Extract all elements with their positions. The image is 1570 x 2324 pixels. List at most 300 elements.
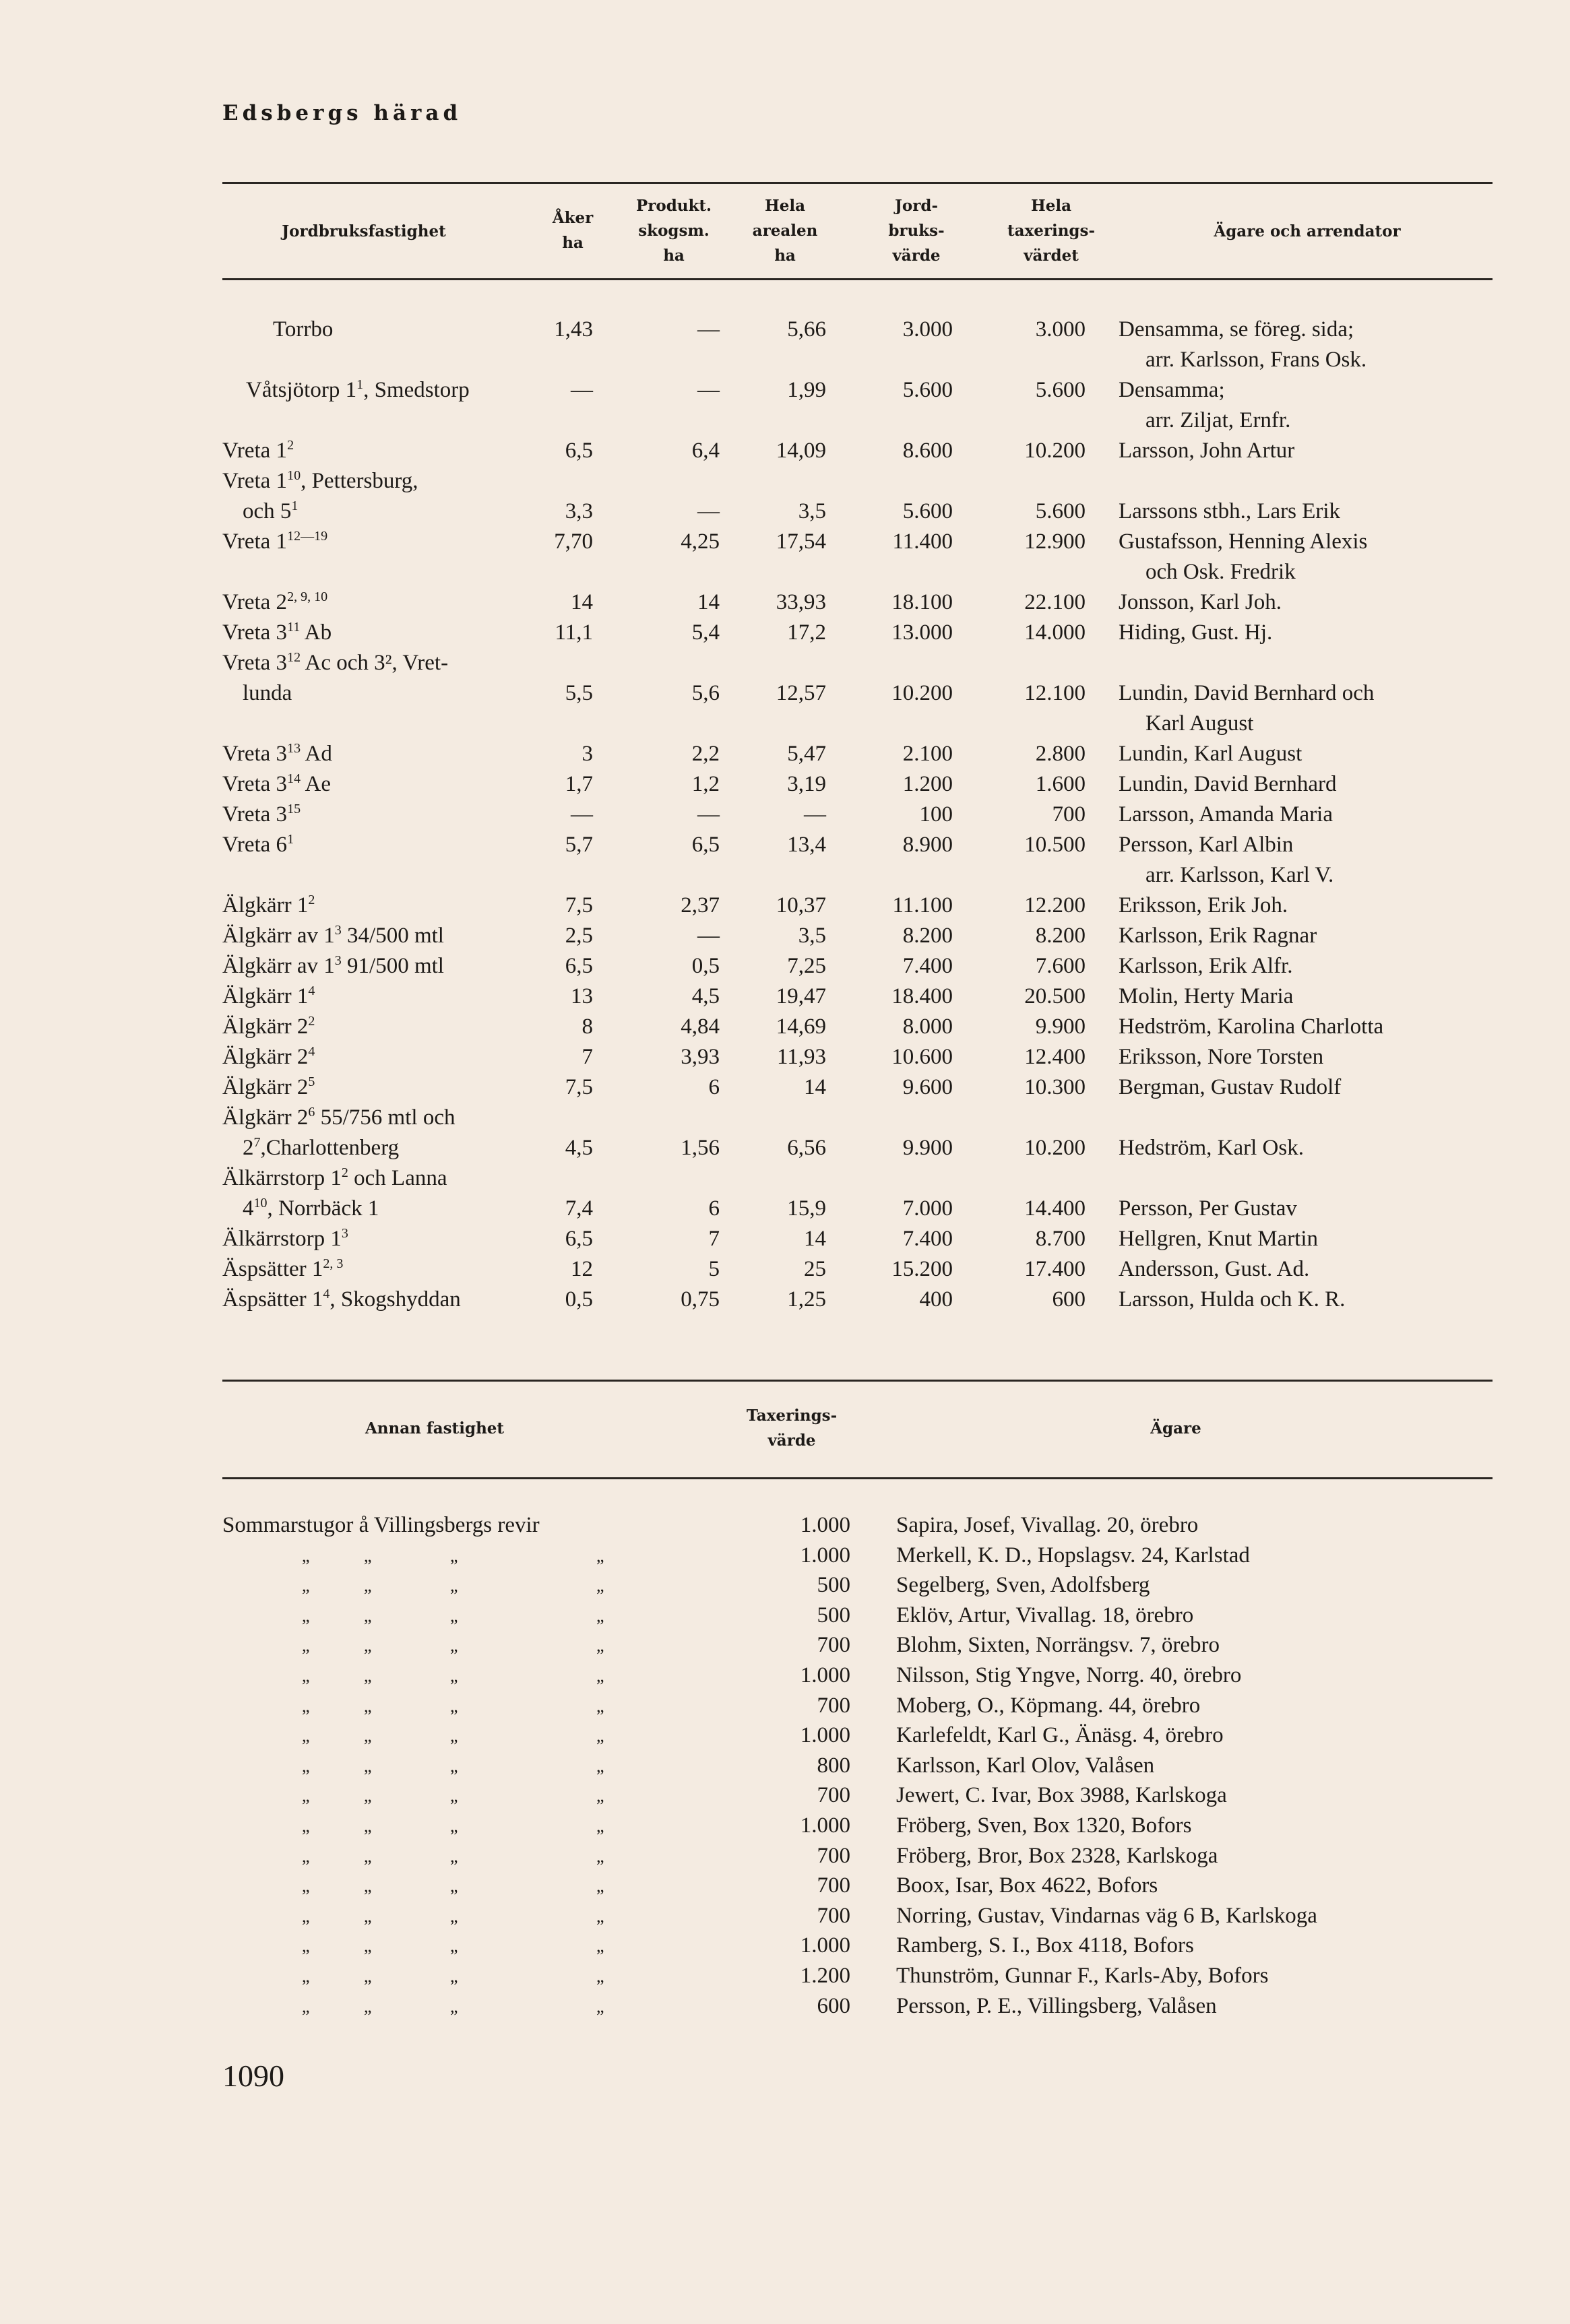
column-header-owner: Ägare och arrendator: [1214, 222, 1401, 240]
ditto-mark: „: [364, 1576, 372, 1596]
cell-areal: 3,5: [798, 924, 826, 948]
table-row: [0, 1811, 1570, 1841]
ditto-mark: „: [364, 1846, 372, 1866]
cell-skog: 1,56: [681, 1136, 720, 1160]
ditto-mark: „: [364, 1726, 372, 1746]
parcel-number: 4: [323, 1287, 330, 1301]
ditto-mark: „: [302, 1576, 310, 1596]
property-name: Älgkärr $1^2$: [222, 893, 315, 917]
ditto-mark: „: [450, 1996, 458, 2016]
table-row: [0, 1691, 1570, 1721]
cell-skog: —: [697, 924, 720, 948]
ditto-mark: „: [450, 1576, 458, 1596]
owner-name: Hedström, Karolina Charlotta: [1119, 1014, 1384, 1039]
cell-tv: 8.200: [1035, 924, 1086, 948]
owner-name: Persson, Per Gustav: [1119, 1196, 1297, 1221]
cell-jv: 7.400: [902, 954, 953, 978]
parcel-number: 12—19: [287, 529, 328, 544]
owner-name: Karlsson, Erik Alfr.: [1119, 954, 1293, 978]
cell-tv: 1.600: [1035, 772, 1086, 796]
table-row: [0, 1012, 1570, 1042]
property-name: Våtsjötorp $1^1$, Smedstorp: [246, 377, 470, 402]
cell-taxation-value: 700: [817, 1693, 850, 1718]
ditto-mark: „: [596, 1906, 604, 1926]
table2-top-rule: [222, 1380, 1493, 1382]
owner-name: Eriksson, Nore Torsten: [1119, 1045, 1324, 1069]
cell-jv: 8.200: [902, 924, 953, 948]
cell-tv: 14.000: [1024, 620, 1086, 645]
cell-skog: 4,5: [691, 984, 720, 1008]
cell-skog: 4,25: [681, 529, 720, 554]
ditto-mark: „: [596, 1966, 604, 1986]
cell-skog: 0,75: [681, 1287, 720, 1312]
table-row: [0, 648, 1570, 678]
owner-name: Segelberg, Sven, Adolfsberg: [896, 1573, 1150, 1598]
property-name: Älgkärr av $1^3$ 91/500 mtl: [222, 953, 444, 978]
cell-tv: 5.600: [1035, 499, 1086, 523]
owner-name: Larssons stbh., Lars Erik: [1119, 499, 1341, 523]
owner-name: Fröberg, Sven, Box 1320, Bofors: [896, 1813, 1192, 1838]
cell-areal: 1,25: [787, 1287, 826, 1312]
table-row: [0, 1751, 1570, 1781]
owner-name: Densamma, se föreg. sida;: [1119, 317, 1354, 342]
table-row: [0, 527, 1570, 557]
table-row: [0, 496, 1570, 527]
cell-areal: 10,37: [776, 893, 826, 917]
owner-name: Moberg, O., Köpmang. 44, örebro: [896, 1693, 1201, 1718]
owner-name: Persson, Karl Albin: [1119, 833, 1294, 857]
ditto-mark: „: [302, 1696, 310, 1716]
cell-skog: —: [697, 317, 720, 342]
cell-aker: 4,5: [565, 1136, 593, 1160]
owner-name: Eriksson, Erik Joh.: [1119, 893, 1288, 917]
cell-skog: 6: [708, 1075, 720, 1099]
cell-aker: 2,5: [565, 924, 593, 948]
cell-tv: 12.900: [1024, 529, 1086, 554]
ditto-mark: „: [364, 1906, 372, 1926]
table-row: [0, 1720, 1570, 1751]
column-header-skog: Produkt. skogsm. ha: [635, 197, 712, 265]
ditto-mark: „: [450, 1605, 458, 1625]
owner-name: Karlsson, Erik Ragnar: [1119, 924, 1317, 948]
property-name: Älgkärr $1^4$: [222, 983, 315, 1008]
ditto-mark: „: [596, 1636, 604, 1656]
cell-jv: 9.900: [902, 1136, 953, 1160]
owner-name: Hellgren, Knut Martin: [1119, 1227, 1319, 1251]
ditto-mark: „: [302, 1666, 310, 1685]
ditto-mark: „: [364, 1605, 372, 1625]
ditto-mark: „: [450, 1696, 458, 1716]
owner-name: Larsson, John Artur: [1119, 439, 1295, 463]
cell-aker: 6,5: [565, 439, 593, 463]
cell-jv: 8.600: [902, 439, 953, 463]
cell-tv: 2.800: [1035, 742, 1086, 766]
table-row: [0, 678, 1570, 709]
parcel-number: 12: [287, 650, 301, 665]
cell-tv: 7.600: [1035, 954, 1086, 978]
ditto-mark: „: [596, 1545, 604, 1566]
ditto-mark: „: [302, 1996, 310, 2016]
cell-jv: 7.000: [902, 1196, 953, 1221]
cell-jv: 8.900: [902, 833, 953, 857]
cell-jv: 11.400: [892, 529, 953, 554]
ditto-mark: „: [302, 1936, 310, 1956]
owner-name: Lundin, Karl August: [1119, 742, 1302, 766]
table-row: [0, 345, 1570, 375]
owner-name: Jewert, C. Ivar, Box 3988, Karlskoga: [896, 1783, 1227, 1808]
property-name: Älgkärr $2^5$: [222, 1074, 315, 1099]
cell-aker: 7,4: [565, 1196, 593, 1221]
table-row: [0, 1103, 1570, 1133]
cell-jv: 18.400: [891, 984, 953, 1008]
parcel-number: 2: [287, 438, 294, 453]
cell-skog: 6: [708, 1196, 720, 1221]
parcel-number: 2: [308, 1014, 315, 1029]
cell-taxation-value: 1.000: [800, 1663, 850, 1687]
ditto-mark: „: [450, 1966, 458, 1986]
ditto-mark: „: [450, 1726, 458, 1746]
cell-aker: 11,1: [555, 620, 593, 645]
cell-skog: —: [697, 499, 720, 523]
cell-aker: 1,7: [565, 772, 593, 796]
cell-skog: 6,5: [691, 833, 720, 857]
cell-aker: —: [571, 802, 593, 827]
property-name: Äspsätter 1$^{2, 3}$: [222, 1256, 344, 1281]
ditto-mark: „: [450, 1545, 458, 1566]
property-name: Vreta $3^{11}$ Ab: [222, 620, 332, 645]
cell-tv: 3.000: [1035, 317, 1086, 342]
ditto-mark: „: [596, 1666, 604, 1685]
parcel-number: 4: [308, 983, 315, 998]
parcel-number: 6: [308, 1105, 315, 1120]
ditto-mark: „: [596, 1786, 604, 1806]
cell-aker: 0,5: [565, 1287, 593, 1312]
table-row: [0, 1901, 1570, 1931]
cell-skog: 3,93: [681, 1045, 720, 1069]
ditto-mark: „: [302, 1966, 310, 1986]
ditto-mark: „: [302, 1636, 310, 1656]
property-name: Äspsätter $1^4$, Skogshyddan: [222, 1287, 461, 1312]
table-row: [0, 1163, 1570, 1194]
cell-areal: —: [804, 802, 826, 827]
cell-aker: 8: [582, 1014, 593, 1039]
cell-jv: 7.400: [902, 1227, 953, 1251]
cell-tv: 20.500: [1024, 984, 1086, 1008]
cell-aker: 7: [582, 1045, 593, 1069]
owner-name: Densamma;: [1119, 378, 1225, 402]
property-name: $2^7,Charlottenberg$: [243, 1135, 400, 1160]
ditto-mark: „: [302, 1846, 310, 1866]
table-row: [0, 315, 1570, 345]
cell-jv: 13.000: [891, 620, 953, 645]
owner-name: Sapira, Josef, Vivallag. 20, örebro: [896, 1513, 1199, 1537]
cell-tv: 8.700: [1035, 1227, 1086, 1251]
cell-areal: 14,09: [776, 439, 826, 463]
cell-areal: 6,56: [787, 1136, 826, 1160]
ditto-mark: „: [364, 1786, 372, 1806]
table-row: [0, 375, 1570, 406]
table-row: [0, 1042, 1570, 1072]
cell-jv: 8.000: [902, 1014, 953, 1039]
cell-tv: 10.200: [1024, 1136, 1086, 1160]
table-row: [0, 1254, 1570, 1285]
cell-jv: 10.600: [891, 1045, 953, 1069]
table-row: [0, 739, 1570, 769]
cell-tv: 17.400: [1024, 1257, 1086, 1281]
cell-skog: 1,2: [691, 772, 720, 796]
cell-tv: 700: [1052, 802, 1086, 827]
table-row: [0, 709, 1570, 739]
table-row: [0, 557, 1570, 587]
cell-skog: 5: [708, 1257, 720, 1281]
table-row: [0, 1961, 1570, 1991]
ditto-mark: „: [596, 1876, 604, 1896]
cell-areal: 19,47: [776, 984, 826, 1008]
cell-taxation-value: 1.200: [800, 1964, 850, 1988]
cell-areal: 1,99: [787, 378, 826, 402]
owner-name: Norring, Gustav, Vindarnas väg 6 B, Karlskoga: [896, 1903, 1317, 1928]
ditto-mark: „: [450, 1936, 458, 1956]
owner-name: Persson, P. E., Villingsberg, Valåsen: [896, 1993, 1217, 2018]
cell-tv: 5.600: [1035, 378, 1086, 402]
table-row: [0, 1510, 1570, 1541]
cell-taxation-value: 700: [817, 1903, 850, 1928]
ditto-mark: „: [364, 1816, 372, 1836]
property-name: Vreta $1^{12—19}$: [222, 529, 328, 554]
cell-aker: 13: [571, 984, 593, 1008]
cell-areal: 17,54: [776, 529, 826, 554]
cell-tv: 600: [1052, 1287, 1086, 1312]
ditto-mark: „: [596, 1755, 604, 1776]
property-name: Älgkärr $2^6$ 55/756 mtl och: [222, 1105, 456, 1130]
cell-taxation-value: 700: [817, 1783, 850, 1808]
cell-areal: 33,93: [776, 590, 826, 614]
cell-tv: 10.300: [1024, 1075, 1086, 1099]
owner-name: Blohm, Sixten, Norrängsv. 7, örebro: [896, 1633, 1220, 1658]
cell-aker: 7,5: [565, 893, 593, 917]
parcel-number: 14: [287, 771, 301, 786]
cell-skog: 6,4: [691, 439, 720, 463]
table-row: [0, 830, 1570, 860]
column-header-tv: Hela taxerings- värdet: [1007, 197, 1096, 265]
parcel-number: 1: [287, 832, 294, 847]
parcel-number: 2, 9, 10: [287, 589, 328, 604]
cell-taxation-value: 700: [817, 1633, 850, 1658]
cell-aker: 14: [571, 590, 593, 614]
table-row: [0, 618, 1570, 648]
cell-areal: 3,19: [787, 772, 826, 796]
ditto-mark: „: [302, 1876, 310, 1896]
cell-areal: 13,4: [787, 833, 826, 857]
parcel-number: 10: [253, 1196, 268, 1211]
cell-aker: 3,3: [565, 499, 593, 523]
parcel-number: 11: [287, 620, 301, 635]
cell-tv: 10.500: [1024, 833, 1086, 857]
parcel-number: 7: [253, 1135, 261, 1150]
table-row: [0, 1841, 1570, 1871]
cell-jv: 5.600: [902, 499, 953, 523]
ditto-mark: „: [450, 1876, 458, 1896]
parcel-number: 2: [341, 1165, 348, 1180]
cell-areal: 7,25: [787, 954, 826, 978]
property-name: Vreta $1^{10}$, Pettersburg,: [222, 468, 418, 493]
cell-skog: 5,6: [691, 681, 720, 705]
table-row: [0, 1133, 1570, 1163]
ditto-mark: „: [364, 1996, 372, 2016]
ditto-mark: „: [596, 1996, 604, 2016]
cell-skog: 14: [697, 590, 720, 614]
ditto-mark: „: [364, 1936, 372, 1956]
owner-name: Eklöv, Artur, Vivallag. 18, örebro: [896, 1603, 1194, 1627]
parcel-number: 3: [334, 923, 342, 938]
cell-taxation-value: 1.000: [800, 1543, 850, 1568]
property-name: och $5^1$: [243, 498, 299, 523]
cell-jv: 10.200: [891, 681, 953, 705]
ditto-mark: „: [364, 1545, 372, 1566]
ditto-mark: „: [302, 1816, 310, 1836]
cell-taxation-value: 1.000: [800, 1813, 850, 1838]
cell-taxation-value: 1.000: [800, 1723, 850, 1748]
ditto-mark: „: [450, 1636, 458, 1656]
owner-name: Hiding, Gust. Hj.: [1119, 620, 1273, 645]
ditto-mark: „: [596, 1726, 604, 1746]
cell-skog: 0,5: [691, 954, 720, 978]
cell-jv: 18.100: [891, 590, 953, 614]
table-row: [0, 436, 1570, 466]
table-row: [0, 1780, 1570, 1811]
cell-areal: 3,5: [798, 499, 826, 523]
ditto-mark: „: [364, 1666, 372, 1685]
cell-areal: 12,57: [776, 681, 826, 705]
ditto-mark: „: [450, 1755, 458, 1776]
ditto-mark: „: [596, 1816, 604, 1836]
table-row: [0, 1194, 1570, 1224]
cell-tv: 9.900: [1035, 1014, 1086, 1039]
column-header-name: Jordbruksfastighet: [282, 222, 446, 240]
column-header-jv: Jord- bruks- värde: [888, 197, 945, 265]
ditto-mark: „: [302, 1726, 310, 1746]
table-row: [0, 1285, 1570, 1315]
property-name: Älkärrstorp $1^2$ och Lanna: [222, 1165, 447, 1190]
cell-tv: 10.200: [1024, 439, 1086, 463]
cell-areal: 14,69: [776, 1014, 826, 1039]
cell-areal: 17,2: [787, 620, 826, 645]
table-row: [0, 466, 1570, 496]
ditto-mark: „: [302, 1755, 310, 1776]
cell-areal: 25: [804, 1257, 826, 1281]
owner-name: Jonsson, Karl Joh.: [1119, 590, 1282, 614]
cell-taxation-value: 1.000: [800, 1513, 850, 1537]
ditto-mark: „: [596, 1605, 604, 1625]
property-name: Vreta $1^2$: [222, 438, 294, 463]
property-name: Älgkärr $2^4$: [222, 1044, 315, 1069]
cell-aker: 6,5: [565, 1227, 593, 1251]
cell-tv: 22.100: [1024, 590, 1086, 614]
cell-jv: 5.600: [902, 378, 953, 402]
cell-tv: 14.400: [1024, 1196, 1086, 1221]
cell-aker: 5,7: [565, 833, 593, 857]
property-name: $4^{10}$, Norrbäck 1: [243, 1196, 379, 1221]
property-name: Vreta 2$^{2, 9, 10}$: [222, 589, 328, 614]
table-row: [0, 951, 1570, 981]
property-name: lunda: [243, 681, 292, 705]
owner-name: Thunström, Gunnar F., Karls-Aby, Bofors: [896, 1964, 1269, 1988]
cell-aker: 5,5: [565, 681, 593, 705]
page-header: Edsbergs härad: [222, 101, 462, 125]
ditto-mark: „: [450, 1786, 458, 1806]
table2-header-rule: [222, 1477, 1493, 1479]
ditto-mark: „: [450, 1906, 458, 1926]
cell-skog: —: [697, 378, 720, 402]
cell-skog: 5,4: [691, 620, 720, 645]
cell-taxation-value: 1.000: [800, 1933, 850, 1958]
table-row: [0, 1871, 1570, 1901]
cell-jv: 400: [919, 1287, 953, 1312]
property-name: Vreta $3^{15}$: [222, 802, 301, 827]
cell-skog: 7: [708, 1227, 720, 1251]
cell-jv: 11.100: [892, 893, 953, 917]
ditto-mark: „: [450, 1816, 458, 1836]
ditto-mark: „: [450, 1846, 458, 1866]
table-row: [0, 921, 1570, 951]
parcel-number: 1: [356, 377, 364, 392]
property-name: Torrbo: [273, 317, 334, 342]
property-name: Vreta $3^{13}$ Ad: [222, 741, 332, 766]
owner-name: Andersson, Gust. Ad.: [1119, 1257, 1310, 1281]
table-row: [0, 860, 1570, 891]
parcel-number: 5: [308, 1074, 315, 1089]
ditto-mark: „: [364, 1636, 372, 1656]
table-row: [0, 1931, 1570, 1961]
cell-skog: 2,37: [681, 893, 720, 917]
table-row: [0, 587, 1570, 618]
owner-name: Nilsson, Stig Yngve, Norrg. 40, örebro: [896, 1663, 1242, 1687]
column-header-aker: Åker ha: [552, 209, 594, 252]
cell-jv: 9.600: [902, 1075, 953, 1099]
table-row: [0, 1660, 1570, 1691]
owner-name: Larsson, Amanda Maria: [1119, 802, 1333, 827]
parcel-number: 3: [334, 953, 342, 968]
table-row: [0, 1601, 1570, 1631]
page-number: 1090: [222, 2059, 284, 2093]
owner-name: Larsson, Hulda och K. R.: [1119, 1287, 1346, 1312]
parcel-number: 15: [287, 802, 301, 816]
ditto-mark: „: [364, 1876, 372, 1896]
cell-skog: 2,2: [691, 742, 720, 766]
owner-name: Hedström, Karl Osk.: [1119, 1136, 1304, 1160]
table1-top-rule: [222, 182, 1493, 184]
ditto-mark: „: [596, 1846, 604, 1866]
ditto-mark: „: [302, 1605, 310, 1625]
cell-aker: 6,5: [565, 954, 593, 978]
owner-name: Fröberg, Bror, Box 2328, Karlskoga: [896, 1843, 1218, 1868]
table-row: [0, 891, 1570, 921]
cell-tv: 12.200: [1024, 893, 1086, 917]
property-name: Vreta $3^{12}$ Ac och 3², Vret-: [222, 650, 449, 675]
property-name: Sommarstugor å Villingsbergs revir: [222, 1513, 540, 1537]
property-name: Älgkärr $2^2$: [222, 1014, 315, 1039]
owner-name: Karlefeldt, Karl G., Änäsg. 4, örebro: [896, 1723, 1224, 1748]
cell-aker: 1,43: [554, 317, 593, 342]
property-name: Älgkärr av $1^3$ 34/500 mtl: [222, 923, 444, 948]
table-row: [0, 1072, 1570, 1103]
cell-areal: 14: [804, 1227, 826, 1251]
ditto-mark: „: [596, 1576, 604, 1596]
t2-column-header-owner: Ägare: [1150, 1419, 1201, 1438]
cell-aker: 7,5: [565, 1075, 593, 1099]
parcel-number: 3: [341, 1226, 348, 1241]
parcel-number: 1: [291, 498, 299, 513]
